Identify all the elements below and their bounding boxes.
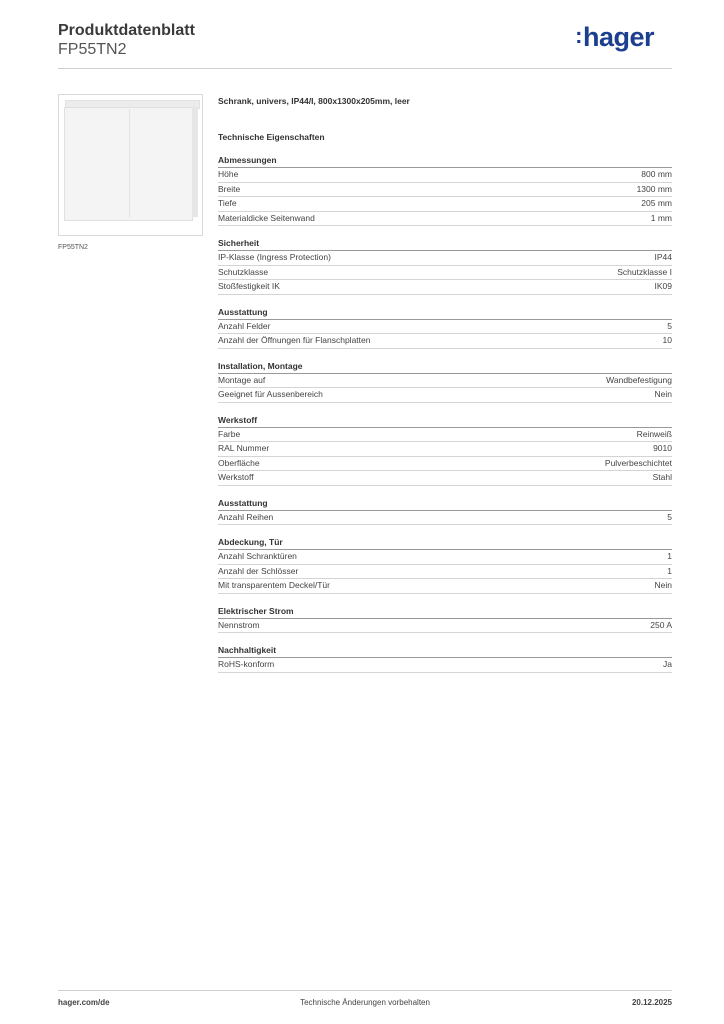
spec-label: Stoßfestigkeit IK	[218, 281, 280, 291]
spec-value: 10	[662, 335, 672, 345]
section-title: Werkstoff	[218, 414, 672, 428]
spec-row	[218, 320, 672, 335]
section-title: Sicherheit	[218, 237, 672, 251]
spec-label: Materialdicke Seitenwand	[218, 212, 315, 223]
logo-text: hager	[582, 22, 654, 52]
spec-row	[218, 457, 672, 472]
section-title: Installation, Montage	[218, 360, 672, 374]
logo-dots-icon: :	[575, 23, 582, 48]
spec-label: Anzahl Schranktüren	[218, 551, 297, 561]
spec-row	[218, 280, 672, 295]
section-title: Ausstattung	[218, 497, 672, 511]
spec-value: Wandbefestigung	[606, 374, 672, 385]
section-title: Nachhaltigkeit	[218, 644, 672, 658]
spec-value: 205 mm	[641, 198, 672, 208]
footer-divider	[58, 990, 672, 991]
spec-row	[218, 511, 672, 526]
spec-value: 250 A	[650, 619, 672, 630]
spec-section	[218, 237, 672, 295]
spec-section	[218, 497, 672, 526]
spec-value: Stahl	[652, 472, 672, 482]
document-title: Produktdatenblatt	[58, 22, 195, 39]
spec-label: Oberfläche	[218, 457, 260, 468]
spec-label: RoHS-konform	[218, 659, 275, 669]
spec-value: 5	[667, 320, 672, 331]
spec-section	[218, 644, 672, 673]
spec-row	[218, 334, 672, 349]
hager-logo	[575, 22, 654, 51]
spec-section	[218, 605, 672, 634]
spec-label: RAL Nummer	[218, 443, 270, 453]
spec-label: Anzahl der Schlösser	[218, 565, 299, 576]
spec-value: 1	[667, 551, 672, 561]
spec-section	[218, 536, 672, 594]
header-divider	[58, 68, 672, 69]
spec-label: Anzahl der Öffnungen für Flanschplatten	[218, 335, 371, 345]
spec-value: 1 mm	[650, 212, 672, 223]
footer-note: Technische Änderungen vorbehalten	[300, 998, 430, 1007]
spec-row	[218, 197, 672, 212]
spec-value: 9010	[653, 443, 672, 453]
section-title: Elektrischer Strom	[218, 605, 672, 619]
product-code: FP55TN2	[58, 41, 127, 58]
spec-label: Farbe	[218, 428, 241, 439]
spec-section	[218, 414, 672, 486]
spec-row	[218, 183, 672, 198]
spec-label: Mit transparentem Deckel/Tür	[218, 580, 330, 590]
spec-label: Tiefe	[218, 198, 237, 208]
spec-value: 1300 mm	[636, 183, 672, 194]
spec-row	[218, 212, 672, 227]
spec-value: IK09	[654, 281, 672, 291]
image-caption: FP55TN2	[58, 244, 88, 251]
page-header	[58, 22, 672, 59]
spec-section	[218, 154, 672, 226]
spec-value: Reinweiß	[636, 428, 672, 439]
spec-row	[218, 579, 672, 594]
spec-label: IP-Klasse (Ingress Protection)	[218, 252, 331, 262]
section-title: Abmessungen	[218, 154, 672, 168]
spec-value: Ja	[663, 659, 672, 669]
spec-sections	[218, 154, 672, 673]
spec-label: Geeignet für Aussenbereich	[218, 389, 323, 399]
spec-value: Nein	[654, 580, 672, 590]
spec-label: Anzahl Reihen	[218, 511, 274, 522]
cabinet-side	[192, 107, 198, 217]
spec-row	[218, 168, 672, 183]
spec-value: Nein	[654, 389, 672, 399]
spec-row	[218, 658, 672, 673]
spec-row	[218, 266, 672, 281]
spec-label: Anzahl Felder	[218, 320, 271, 331]
footer-website: hager.com/de	[58, 998, 110, 1007]
section-title: Ausstattung	[218, 306, 672, 320]
spec-label: Breite	[218, 183, 241, 194]
spec-row	[218, 374, 672, 389]
spec-row	[218, 565, 672, 580]
spec-row	[218, 251, 672, 266]
spec-label: Werkstoff	[218, 472, 254, 482]
spec-row	[218, 428, 672, 443]
spec-value: Pulverbeschichtet	[604, 457, 672, 468]
spec-label: Montage auf	[218, 374, 266, 385]
section-title: Abdeckung, Tür	[218, 536, 672, 550]
spec-section	[218, 360, 672, 403]
spec-row	[218, 471, 672, 486]
spec-section	[218, 306, 672, 349]
spec-value: IP44	[654, 252, 672, 262]
spec-label: Höhe	[218, 169, 239, 179]
product-image	[58, 94, 203, 236]
spec-label: Schutzklasse	[218, 266, 269, 277]
spec-row	[218, 388, 672, 403]
spec-row	[218, 550, 672, 565]
spec-value: 5	[667, 511, 672, 522]
spec-value: 800 mm	[641, 169, 672, 179]
product-description: Schrank, univers, IP44/I, 800x1300x205mm, leer	[218, 96, 410, 106]
spec-row	[218, 442, 672, 457]
tech-properties-heading: Technische Eigenschaften	[218, 132, 325, 142]
footer-date: 20.12.2025	[631, 998, 672, 1007]
spec-value: 1	[667, 565, 672, 576]
spec-value: Schutzklasse I	[617, 266, 672, 277]
spec-row	[218, 619, 672, 634]
cabinet-door-seam	[129, 109, 130, 217]
spec-content	[218, 96, 672, 684]
spec-label: Nennstrom	[218, 619, 260, 630]
